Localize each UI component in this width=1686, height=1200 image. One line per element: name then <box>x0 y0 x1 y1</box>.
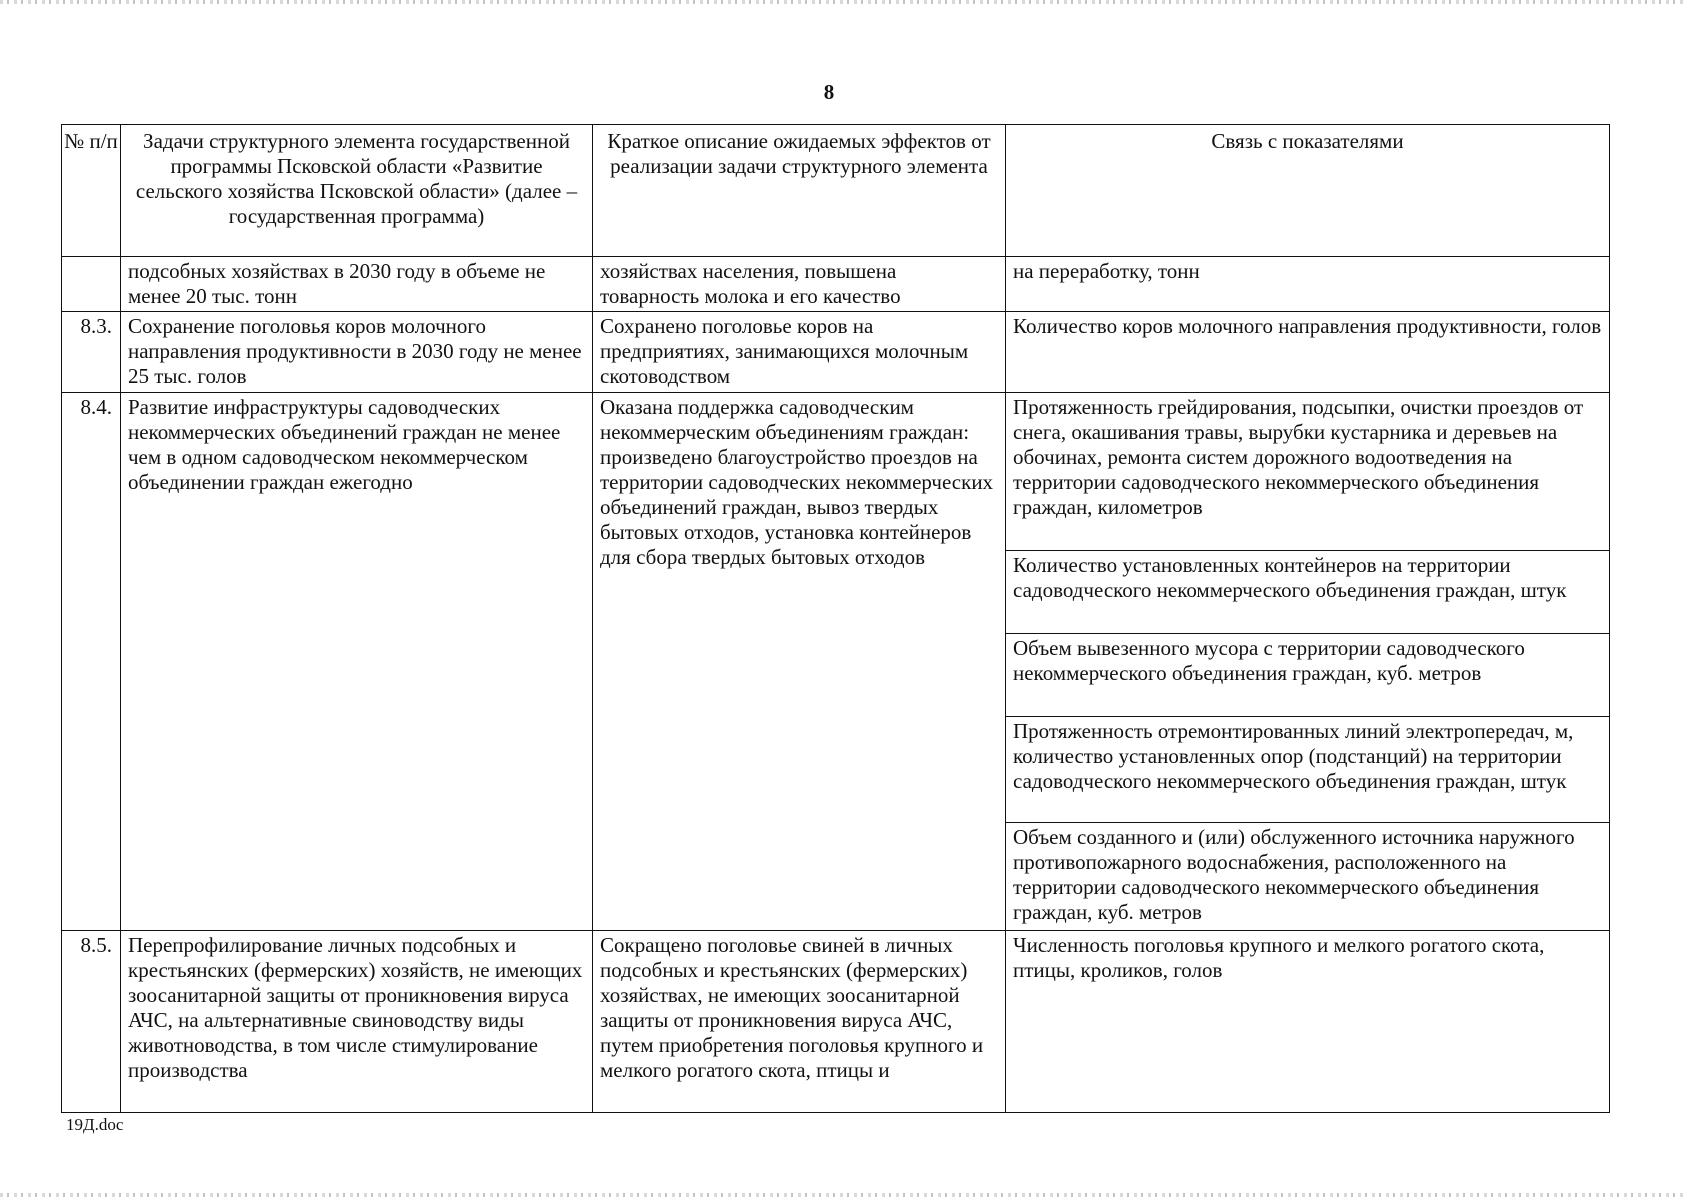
page-number: 8 <box>823 80 835 104</box>
row-task: Перепрофилирование личных подсобных и крестьянских (фермерских) хозяйств, не имеющих зоосанитарной защиты от проникновения вируса АЧС, на альтернативные свиноводству виды животноводства, в том числе стимулирование производства <box>121 931 593 1113</box>
row-indicator: Объем вывезенного мусора с территории садоводческого некоммерческого объединения граждан, куб. метров <box>1006 634 1610 717</box>
header-tasks: Задачи структурного элемента государственной программы Псковской области «Развитие сельского хозяйства Псковской области» (далее – государственная программа) <box>121 125 593 257</box>
header-indicators: Связь с показателями <box>1006 125 1610 257</box>
table-row <box>62 257 1610 312</box>
scan-edge-top <box>0 0 1686 4</box>
row-indicator: Протяженность грейдирования, подсыпки, очистки проездов от снега, окашивания травы, вырубки кустарника и деревьев на обочинах, ремонта систем дорожного водоотведения на территории садоводческого некоммерческого объединения граждан, километров <box>1006 393 1610 551</box>
row-indicator: Количество установленных контейнеров на территории садоводческого некоммерческого объединения граждан, штук <box>1006 551 1610 634</box>
table-row <box>62 931 1610 1113</box>
row-indicator: Объем созданного и (или) обслуженного источника наружного противопожарного водоснабжения, расположенного на территории садоводческого некоммерческого объединения граждан, куб. метров <box>1006 823 1610 931</box>
row-num: 8.4. <box>62 393 121 931</box>
row-effect: хозяйствах населения, повышена товарность молока и его качество <box>593 257 1006 312</box>
footer-filename: 19Д.doc <box>66 1115 124 1134</box>
row-effect: Оказана поддержка садоводческим некоммерческим объединениям граждан: произведено благоустройство проездов на территории садоводческих некоммерческих объединений граждан, вывоз твердых бытовых отходов, установка контейнеров для сбора твердых бытовых отходов <box>593 393 1006 931</box>
row-num <box>62 257 121 312</box>
row-indicator: Численность поголовья крупного и мелкого рогатого скота, птицы, кроликов, голов <box>1006 931 1610 1113</box>
row-task: Сохранение поголовья коров молочного направления продуктивности в 2030 году не менее 25 тыс. голов <box>121 312 593 393</box>
row-task: Развитие инфраструктуры садоводческих некоммерческих объединений граждан не менее чем в одном садоводческом некоммерческом объединении граждан ежегодно <box>121 393 593 931</box>
table-header-row <box>62 125 1610 257</box>
scan-edge-bottom <box>0 1193 1686 1197</box>
row-indicator: Протяженность отремонтированных линий электропередач, м, количество установленных опор (подстанций) на территории садоводческого некоммерческого объединения граждан, штук <box>1006 717 1610 823</box>
row-effect: Сохранено поголовье коров на предприятиях, занимающихся молочным скотоводством <box>593 312 1006 393</box>
row-task: подсобных хозяйствах в 2030 году в объеме не менее 20 тыс. тонн <box>121 257 593 312</box>
table-row <box>62 312 1610 393</box>
row-indicator: на переработку, тонн <box>1006 257 1610 312</box>
row-effect: Сокращено поголовье свиней в личных подсобных и крестьянских (фермерских) хозяйствах, не имеющих зоосанитарной защиты от проникновения вируса АЧС, путем приобретения поголовья крупного и мелкого рогатого скота, птицы и <box>593 931 1006 1113</box>
program-tasks-table <box>61 124 1610 1113</box>
row-num: 8.3. <box>62 312 121 393</box>
row-indicator: Количество коров молочного направления продуктивности, голов <box>1006 312 1610 393</box>
row-num: 8.5. <box>62 931 121 1113</box>
header-effects: Краткое описание ожидаемых эффектов от реализации задачи структурного элемента <box>593 125 1006 257</box>
header-num: № п/п <box>62 125 121 257</box>
table-row <box>62 393 1610 551</box>
